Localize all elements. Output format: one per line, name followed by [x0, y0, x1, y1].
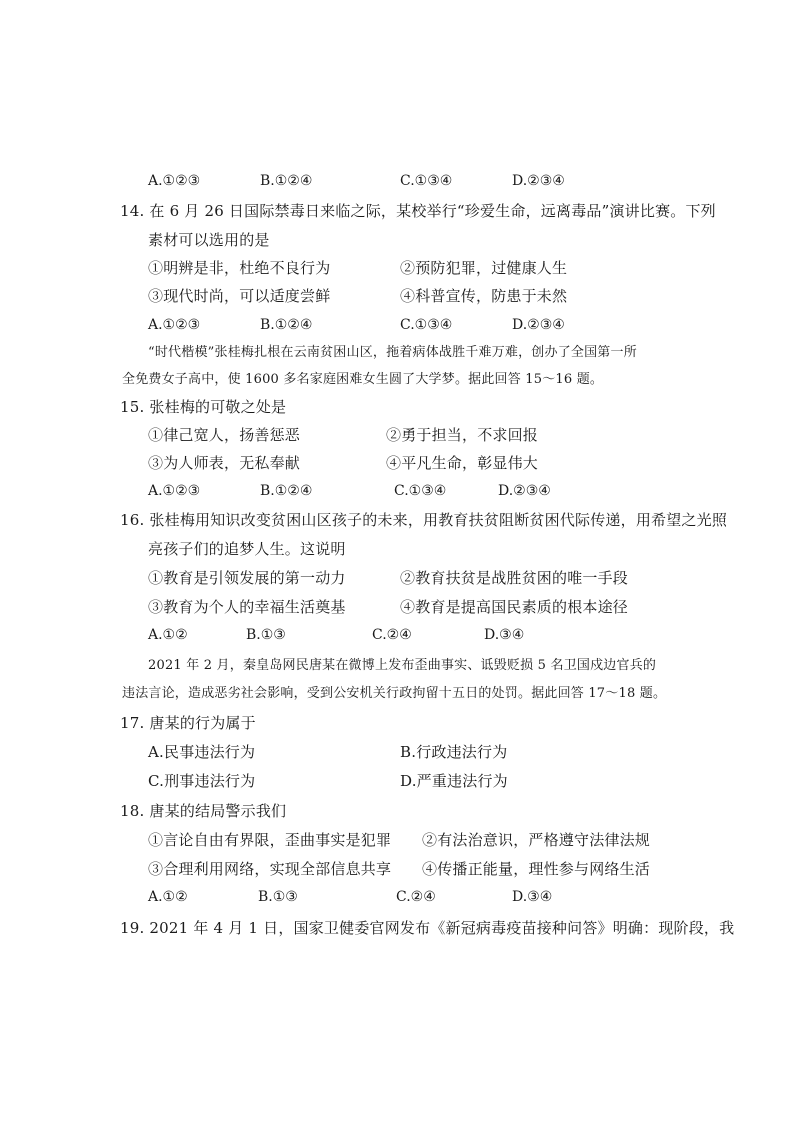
q14-item-1: ①明辨是非，杜绝不良行为	[148, 259, 331, 277]
q15-option-c: C.①③④	[394, 483, 447, 499]
q14-item-2: ②预防犯罪，过健康人生	[400, 259, 568, 277]
q15-option-d: D.②③④	[498, 483, 551, 499]
q18-option-c: C.②④	[396, 889, 436, 905]
q16-stem-line2: 亮孩子们的追梦人生。这说明	[148, 540, 346, 558]
q18-stem: 18. 唐某的结局警示我们	[120, 802, 287, 820]
q16-option-c: C.②④	[372, 627, 412, 643]
q15-stem: 15. 张桂梅的可敬之处是	[120, 398, 287, 416]
q15-item-1: ①律己宽人，扬善惩恶	[148, 426, 301, 444]
q16-item-3: ③教育为个人的幸福生活奠基	[148, 598, 346, 616]
q18-option-a: A.①②	[148, 889, 188, 905]
q16-option-d: D.③④	[484, 627, 525, 643]
q14-stem-line2: 素材可以选用的是	[148, 231, 270, 249]
q18-item-1: ①言论自由有界限，歪曲事实是犯罪	[148, 831, 392, 849]
q16-option-b: B.①③	[246, 627, 286, 643]
q18-item-2: ②有法治意识，严格遵守法律法规	[422, 831, 651, 849]
q17-option-c: C.刑事违法行为	[148, 772, 256, 790]
q17-option-b: B.行政违法行为	[400, 743, 508, 761]
material-15-16-line2: 全免费女子高中，使 1600 多名家庭困难女生圆了大学梦。据此回答 15～16 题。	[122, 372, 604, 387]
q13-option-c: C.①③④	[400, 173, 453, 189]
q16-item-1: ①教育是引领发展的第一动力	[148, 569, 346, 587]
q14-option-a: A.①②③	[148, 317, 201, 333]
q16-item-2: ②教育扶贫是战胜贫困的唯一手段	[400, 569, 629, 587]
q14-option-d: D.②③④	[512, 317, 565, 333]
q17-option-a: A.民事违法行为	[148, 743, 256, 761]
q18-item-3: ③合理利用网络，实现全部信息共享	[148, 860, 392, 878]
q14-stem-line1: 14. 在 6 月 26 日国际禁毒日来临之际，某校举行“珍爱生命，远离毒品”演讲比赛。下列	[120, 202, 716, 220]
q17-stem: 17. 唐某的行为属于	[120, 714, 256, 732]
q13-option-d: D.②③④	[512, 173, 565, 189]
q14-option-c: C.①③④	[400, 317, 453, 333]
q16-stem-line1: 16. 张桂梅用知识改变贫困山区孩子的未来，用教育扶贫阻断贫困代际传递，用希望之光照	[120, 511, 728, 529]
q13-option-a: A.①②③	[148, 173, 201, 189]
material-17-18-line1: 2021 年 2 月，秦皇岛网民唐某在微博上发布歪曲事实、诋毁贬损 5 名卫国戍边官兵的	[148, 658, 657, 673]
q18-option-b: B.①③	[258, 889, 298, 905]
q15-option-b: B.①②④	[260, 483, 313, 499]
q18-item-4: ④传播正能量，理性参与网络生活	[422, 860, 651, 878]
q15-item-2: ②勇于担当，不求回报	[386, 426, 539, 444]
q19-stem-line1: 19. 2021 年 4 月 1 日，国家卫健委官网发布《新冠病毒疫苗接种问答》明确：现阶段，我	[120, 919, 735, 937]
q15-item-4: ④平凡生命，彰显伟大	[386, 454, 539, 472]
q15-item-3: ③为人师表，无私奉献	[148, 454, 301, 472]
q13-option-b: B.①②④	[260, 173, 313, 189]
q15-option-a: A.①②③	[148, 483, 201, 499]
q14-item-3: ③现代时尚，可以适度尝鲜	[148, 287, 331, 305]
q14-item-4: ④科普宣传，防患于未然	[400, 287, 568, 305]
q18-option-d: D.③④	[512, 889, 553, 905]
material-17-18-line2: 违法言论，造成恶劣社会影响，受到公安机关行政拘留十五日的处罚。据此回答 17～18 题。	[122, 686, 667, 701]
material-15-16-line1: “时代楷模”张桂梅扎根在云南贫困山区，拖着病体战胜千难万难，创办了全国第一所	[148, 345, 637, 360]
q16-item-4: ④教育是提高国民素质的根本途径	[400, 598, 629, 616]
q16-option-a: A.①②	[148, 627, 188, 643]
q14-option-b: B.①②④	[260, 317, 313, 333]
q17-option-d: D.严重违法行为	[400, 772, 508, 790]
